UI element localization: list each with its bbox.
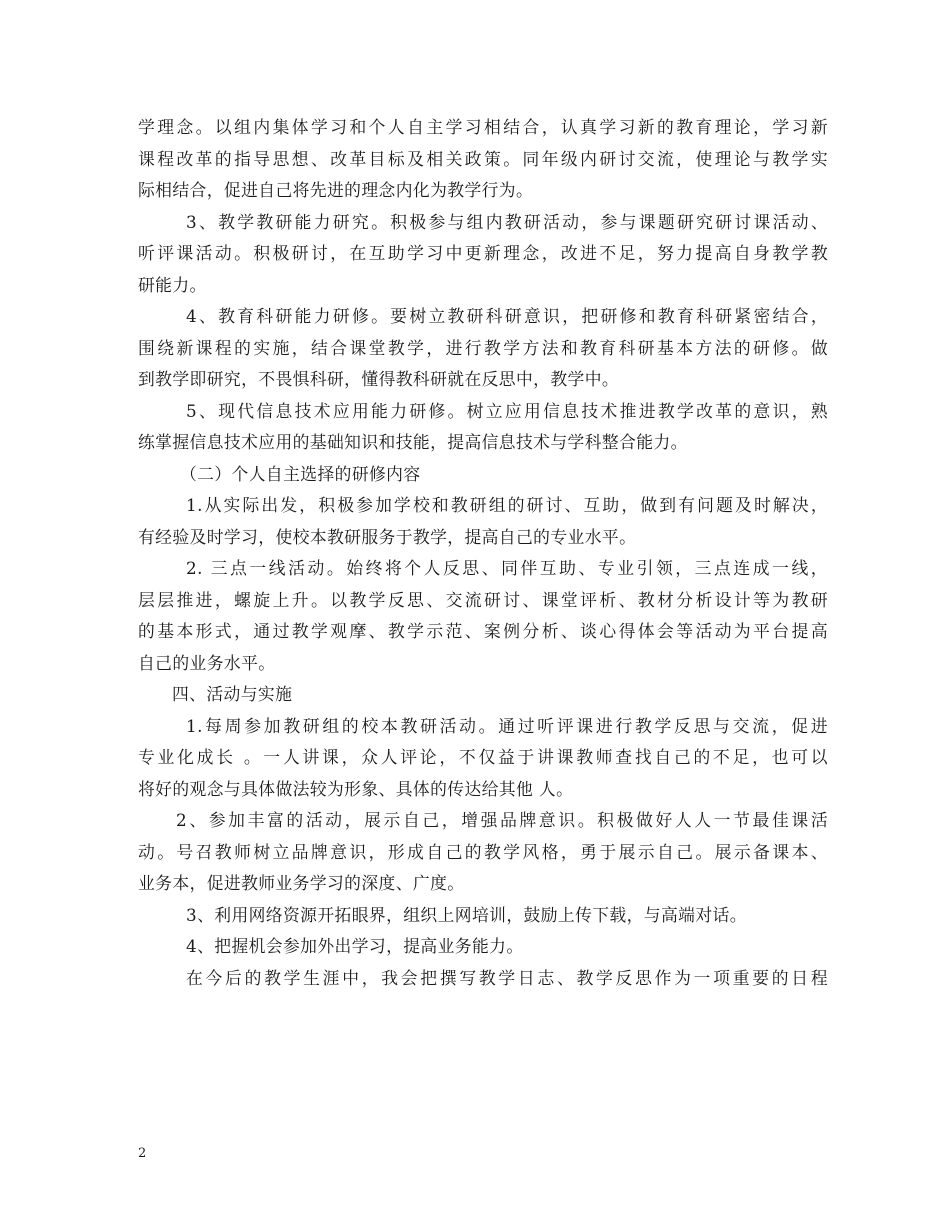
section-heading: 四、活动与实施 <box>172 684 293 704</box>
text-line: 的基本形式，通过教学观摩、教学示范、案例分析、谈心得体会等活动为平台提高 <box>138 621 828 641</box>
text-line: 有经验及时学习，使校本教研服务于教学，提高自己的专业水平。 <box>138 526 637 547</box>
text-line: 1.从实际出发，积极参加学校和教研组的研讨、互助，做到有问题及时解决， <box>186 495 828 515</box>
document-body <box>138 112 828 994</box>
text-line: 际相结合，促进自己将先进的理念内化为教学行为。 <box>138 180 534 200</box>
text-line: 学理念。以组内集体学习和个人自主学习相结合，认真学习新的教育理论，学习新 <box>138 117 828 137</box>
text-line: 练掌握信息技术应用的基础知识和技能，提高信息技术与学科整合能力。 <box>138 432 688 452</box>
text-line: 将好的观念与具体做法较为形象、具体的传达给其他 人。 <box>138 778 574 799</box>
page-number: 2 <box>138 1146 147 1161</box>
text-line: 听评课活动。积极研讨，在互助学习中更新理念，改进不足，努力提高自身教学教 <box>138 243 828 263</box>
text-line: 2、参加丰富的活动，展示自己，增强品牌意识。积极做好人人一节最佳课活 <box>176 810 828 830</box>
text-line: 在今后的教学生涯中，我会把撰写教学日志、教学反思作为一项重要的日程 <box>186 967 828 988</box>
text-line: 自己的业务水平。 <box>138 652 276 673</box>
text-line: 到教学即研究，不畏惧科研，懂得教科研就在反思中，教学中。 <box>138 369 620 389</box>
text-line: 4、把握机会参加外出学习，提高业务能力。 <box>186 936 524 956</box>
text-line: 2. 三点一线活动。始终将个人反思、同伴互助、专业引领，三点连成一线， <box>186 558 828 578</box>
text-line: 动。号召教师树立品牌意识，形成自己的教学风格，勇于展示自己。展示备课本、 <box>138 841 828 862</box>
text-line: 4、教育科研能力研修。要树立教研科研意识，把研修和教育科研紧密结合， <box>186 306 828 326</box>
text-line: 业务本，促进教师业务学习的深度、广度。 <box>138 873 465 893</box>
text-line: 层层推进，螺旋上升。以教学反思、交流研讨、课堂评析、教材分析设计等为教研 <box>138 589 828 610</box>
text-line: 研能力。 <box>138 274 207 295</box>
text-line: 1.每周参加教研组的校本教研活动。通过听评课进行教学反思与交流，促进 <box>186 715 828 736</box>
text-line: 课程改革的指导思想、改革目标及相关政策。同年级内研讨交流，使理论与教学实 <box>138 148 828 169</box>
text-line: 5、现代信息技术应用能力研修。树立应用信息技术推进教学改革的意识，熟 <box>186 400 828 421</box>
section-heading: （二）个人自主选择的研修内容 <box>180 463 421 484</box>
text-line: 3、教学教研能力研究。积极参与组内教研活动，参与课题研究研讨课活动、 <box>186 211 828 232</box>
text-line: 3、利用网络资源开拓眼界，组织上网培训，鼓励上传下载，与高端对话。 <box>186 904 747 925</box>
text-line: 专业化成长 。一人讲课，众人评论，不仅益于讲课教师查找自己的不足，也可以 <box>138 747 828 767</box>
text-line: 围绕新课程的实施，结合课堂教学，进行教学方法和教育科研基本方法的研修。做 <box>138 337 828 358</box>
